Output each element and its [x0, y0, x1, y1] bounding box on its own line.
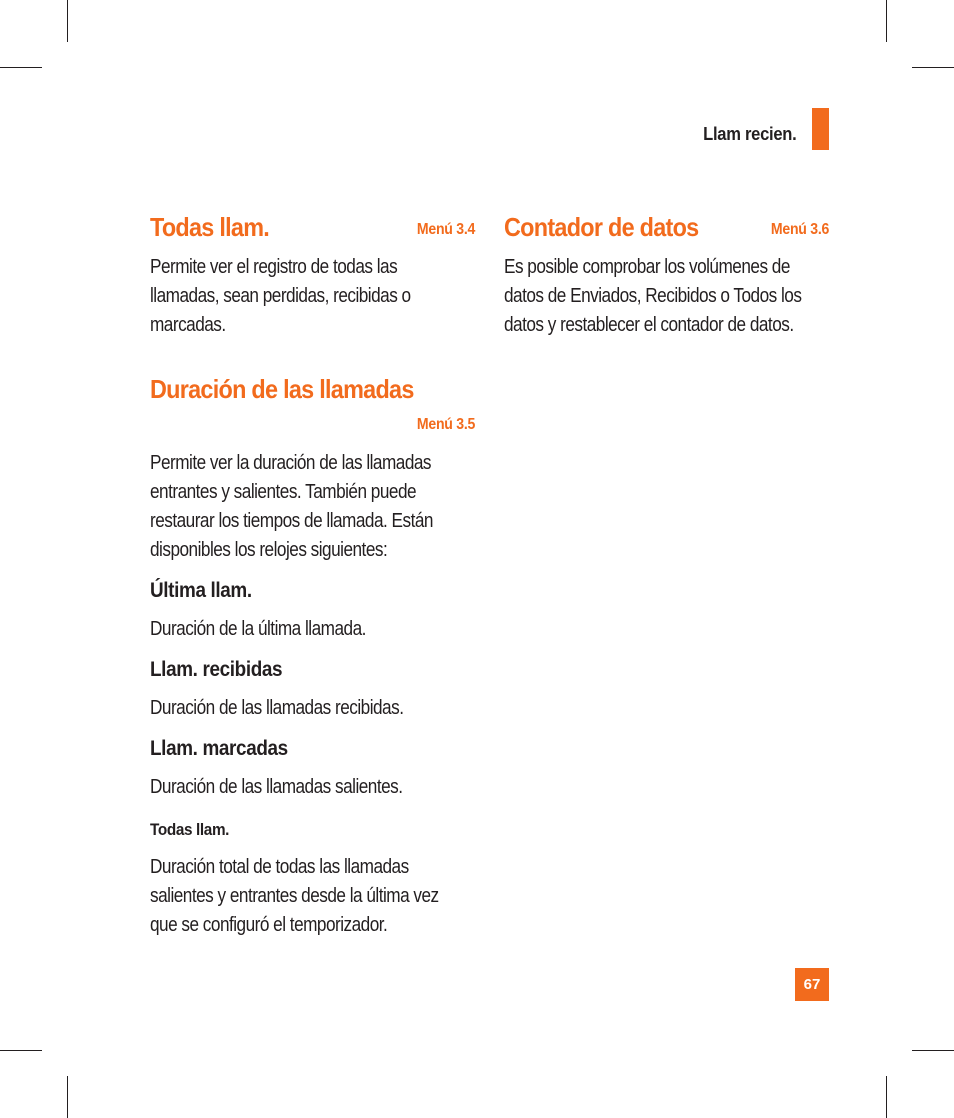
section-text-duracion: Permite ver la duración de las llamadas entrantes y salientes. También puede restaurar los tiempos de llamada. Están disponibles los relojes siguientes: [150, 452, 433, 561]
section-title-contador: Contador de datos [504, 212, 699, 242]
crop-mark [912, 1050, 954, 1051]
subsection-text-todas: Duración total de todas las llamadas salientes y entrantes desde la última vez que se configuró el temporizador. [150, 856, 439, 936]
subsection-title-marcadas: Llam. marcadas [150, 737, 288, 760]
crop-mark [67, 1076, 68, 1118]
subsection-text-recibidas: Duración de las llamadas recibidas. [150, 697, 404, 719]
running-header: Llam recien. [702, 124, 796, 144]
menu-ref-duracion: Menú 3.5 [416, 416, 475, 433]
menu-ref-contador: Menú 3.6 [770, 221, 829, 238]
crop-mark [886, 1076, 887, 1118]
page-number: 67 [795, 968, 829, 1001]
subsection-title-ultima: Última llam. [150, 579, 252, 602]
crop-mark [0, 1050, 42, 1051]
crop-mark [886, 0, 887, 42]
section-tab-marker [812, 108, 829, 150]
section-text-contador: Es posible comprobar los volúmenes de datos de Enviados, Recibidos o Todos los datos y restablecer el contador de datos. [504, 256, 802, 336]
section-title-todas: Todas llam. [150, 212, 270, 242]
section-title-duracion: Duración de las llamadas [150, 374, 414, 404]
subsection-title-recibidas: Llam. recibidas [150, 658, 283, 681]
subsection-text-marcadas: Duración de las llamadas salientes. [150, 776, 403, 798]
crop-mark [67, 0, 68, 42]
crop-mark [912, 67, 954, 68]
subsection-title-todas: Todas llam. [150, 820, 230, 839]
section-text-todas: Permite ver el registro de todas las llamadas, sean perdidas, recibidas o marcadas. [150, 256, 411, 336]
subsection-text-ultima: Duración de la última llamada. [150, 618, 366, 640]
crop-mark [0, 67, 42, 68]
menu-ref-todas: Menú 3.4 [416, 221, 475, 238]
